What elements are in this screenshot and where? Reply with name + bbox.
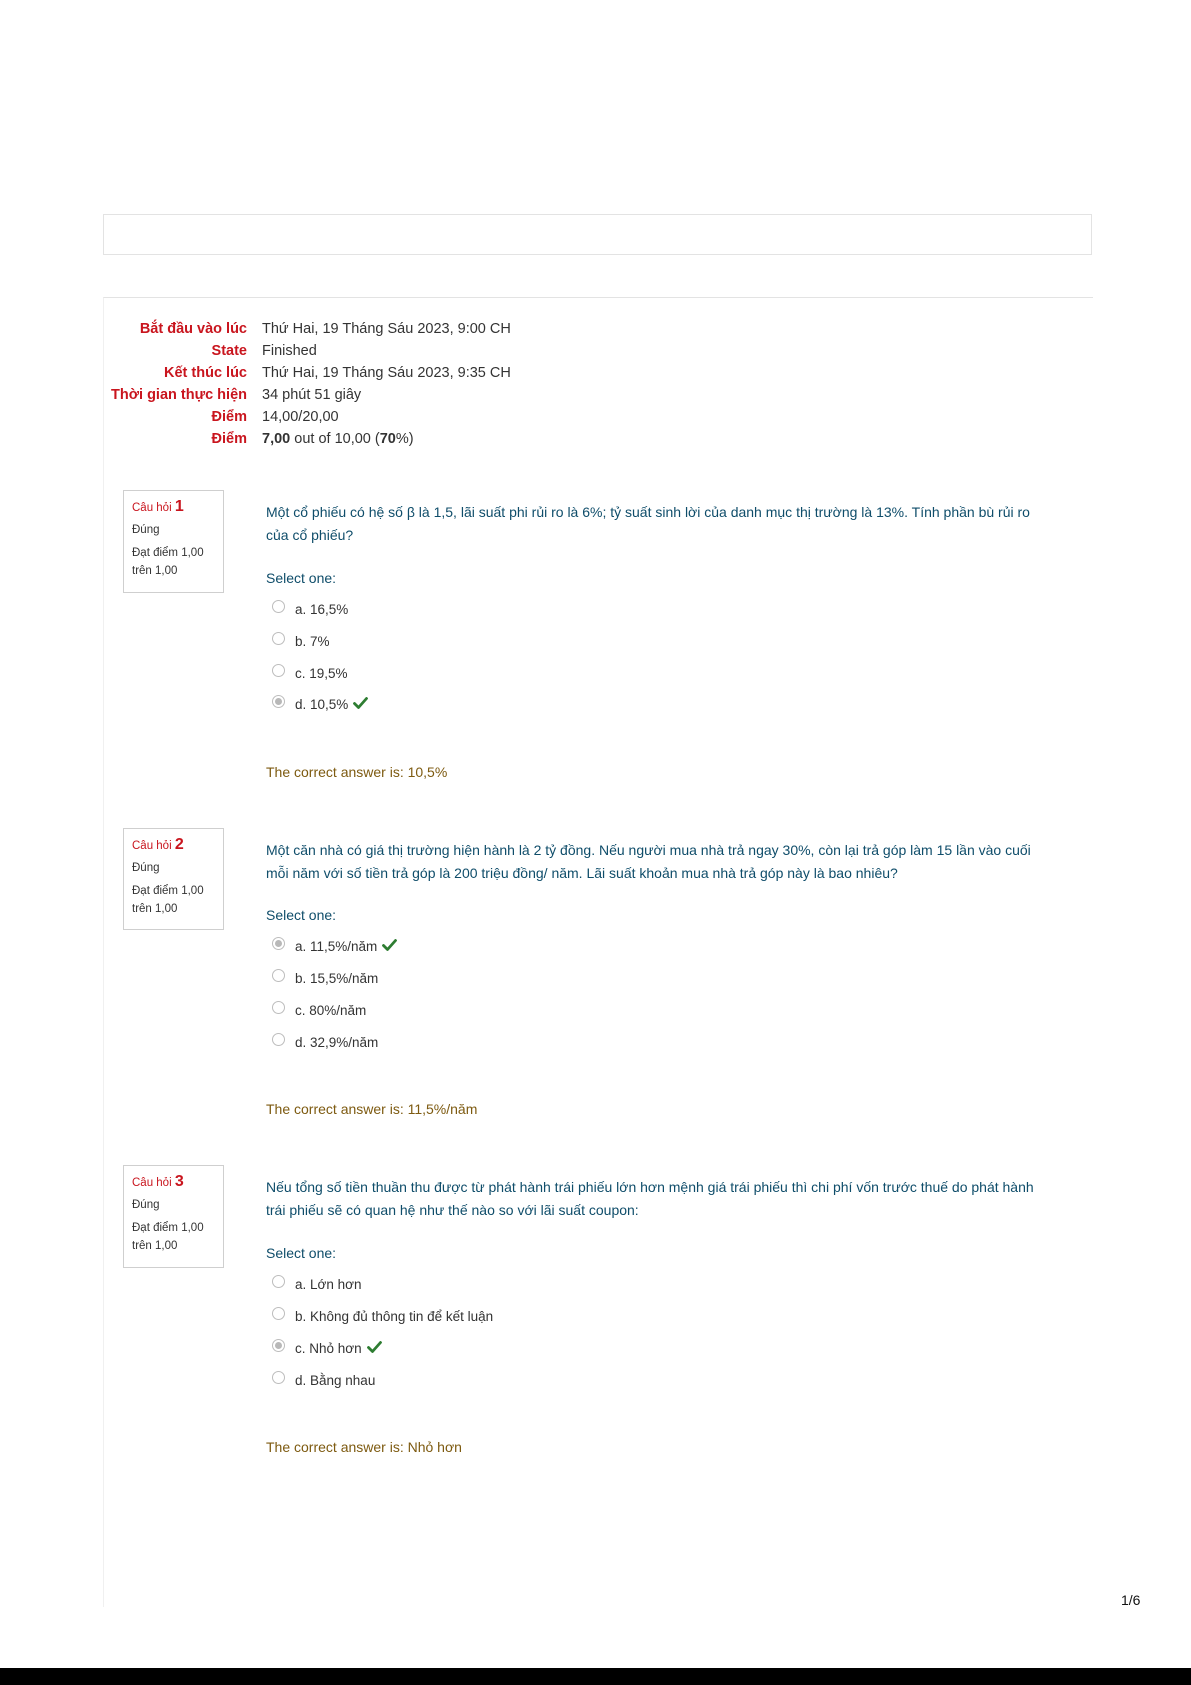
summary-row-completed [103,362,703,384]
answer-label: a. 11,5%/năm [295,939,378,954]
summary-label: State [211,343,247,359]
question-state: Đúng [132,524,160,536]
answer-option[interactable] [272,1335,382,1356]
grade-end: %) [395,431,414,447]
grade-score: 7,00 [262,431,291,447]
grade-out-of: out of 10,00 ( [290,431,380,447]
answer-label: c. 19,5% [295,666,348,681]
summary-label: Điểm [211,409,247,425]
question-grade: Đạt điểm 1,00 trên 1,00 [132,885,204,915]
question-num: 3 [174,1173,184,1190]
answer-label: d. 32,9%/năm [295,1035,379,1050]
radio-button[interactable] [272,1001,285,1014]
summary-label: Kết thúc lúc [164,365,247,381]
summary-row-started [103,318,703,340]
answer-option[interactable] [272,596,348,617]
answer-option[interactable] [272,1271,362,1292]
select-one-label: Select one: [266,570,337,586]
correct-answer-feedback-1: The correct answer is: 10,5% [266,764,448,780]
answer-label: b. 15,5%/năm [295,971,379,986]
radio-button[interactable] [272,1307,285,1320]
bottom-bar [0,1668,1191,1685]
select-one-label: Select one: [266,907,337,923]
radio-button-selected[interactable] [272,937,285,950]
answer-option[interactable] [272,660,348,681]
question-label: Câu hỏi [132,1177,172,1189]
answer-label: c. Nhỏ hơn [295,1341,362,1356]
question-grade: Đạt điểm 1,00 trên 1,00 [132,1222,204,1252]
answer-label: b. 7% [295,634,330,649]
check-icon [353,697,368,709]
answer-label: d. 10,5% [295,697,349,712]
answer-option[interactable] [272,933,397,954]
check-icon [382,939,397,951]
question-info-2 [123,828,224,930]
question-num: 1 [174,498,184,515]
summary-row-duration [103,384,703,406]
answer-option[interactable] [272,1029,378,1050]
summary-row-state [103,340,703,362]
question-text-1: Một cổ phiếu có hệ số β là 1,5, lãi suất phi rủi ro là 6%; tỷ suất sinh lời của danh mục thị trường là 13%. Tính phần bù rủi ro của cổ phiếu? [266,504,1030,543]
question-label: Câu hỏi [132,502,172,514]
summary-value: 14,00/20,00 [262,409,339,425]
question-number [132,835,215,856]
question-number [132,1172,215,1193]
answer-option[interactable] [272,965,378,986]
radio-button-selected[interactable] [272,695,285,708]
summary-row-grade [103,428,703,450]
answer-option[interactable] [272,691,368,712]
answer-option[interactable] [272,628,330,649]
correct-answer-feedback-2: The correct answer is: 11,5%/năm [266,1101,478,1117]
attempt-summary [103,318,703,450]
question-text-2: Một căn nhà có giá thị trường hiện hành là 2 tỷ đồng. Nếu người mua nhà trả ngay 30%, còn lại trả góp làm 15 lần vào cuối mỗi năm với số tiền trả góp là 200 triệu đồng/ năm. Lãi suất khoản mua nhà trả góp này là bao nhiêu? [266,842,1031,881]
summary-label: Thời gian thực hiện [110,387,247,403]
select-one-label: Select one: [266,1245,337,1261]
question-text-3: Nếu tổng số tiền thuần thu được từ phát hành trái phiếu lớn hơn mệnh giá trái phiếu thì chi phí vốn trước thuế do phát hành trái phiếu sẽ có quan hệ như thế nào so với lãi suất coupon: [266,1179,1034,1218]
radio-button[interactable] [272,969,285,982]
question-info-1 [123,490,224,593]
question-state: Đúng [132,1199,160,1211]
summary-label: Bắt đầu vào lúc [139,321,247,337]
question-info-3 [123,1165,224,1268]
question-label: Câu hỏi [132,840,172,852]
page-number: 1/6 [1121,1592,1141,1608]
radio-button[interactable] [272,1275,285,1288]
radio-button[interactable] [272,664,285,677]
answer-label: c. 80%/năm [295,1003,367,1018]
answer-option[interactable] [272,1303,493,1324]
header-box [103,214,1092,255]
answer-label: a. Lớn hơn [295,1277,362,1292]
check-icon [367,1341,382,1353]
review-container [103,297,1093,1607]
radio-button[interactable] [272,600,285,613]
radio-button[interactable] [272,1371,285,1384]
question-number [132,497,215,518]
question-num: 2 [174,836,184,853]
summary-value: Finished [262,343,317,359]
answer-label: b. Không đủ thông tin để kết luận [295,1309,494,1324]
summary-value: Thứ Hai, 19 Tháng Sáu 2023, 9:35 CH [262,365,511,381]
radio-button[interactable] [272,632,285,645]
answer-label: a. 16,5% [295,602,349,617]
summary-value: Thứ Hai, 19 Tháng Sáu 2023, 9:00 CH [262,321,511,337]
grade-percent: 70 [379,431,396,447]
question-grade: Đạt điểm 1,00 trên 1,00 [132,547,204,577]
question-state: Đúng [132,862,160,874]
answer-option[interactable] [272,1367,375,1388]
summary-row-marks [103,406,703,428]
radio-button[interactable] [272,1033,285,1046]
summary-label: Điểm [211,431,247,447]
correct-answer-feedback-3: The correct answer is: Nhỏ hơn [266,1439,462,1455]
summary-value [262,428,414,450]
radio-button-selected[interactable] [272,1339,285,1352]
summary-value: 34 phút 51 giây [262,387,362,403]
answer-option[interactable] [272,997,366,1018]
answer-label: d. Bằng nhau [295,1373,376,1388]
